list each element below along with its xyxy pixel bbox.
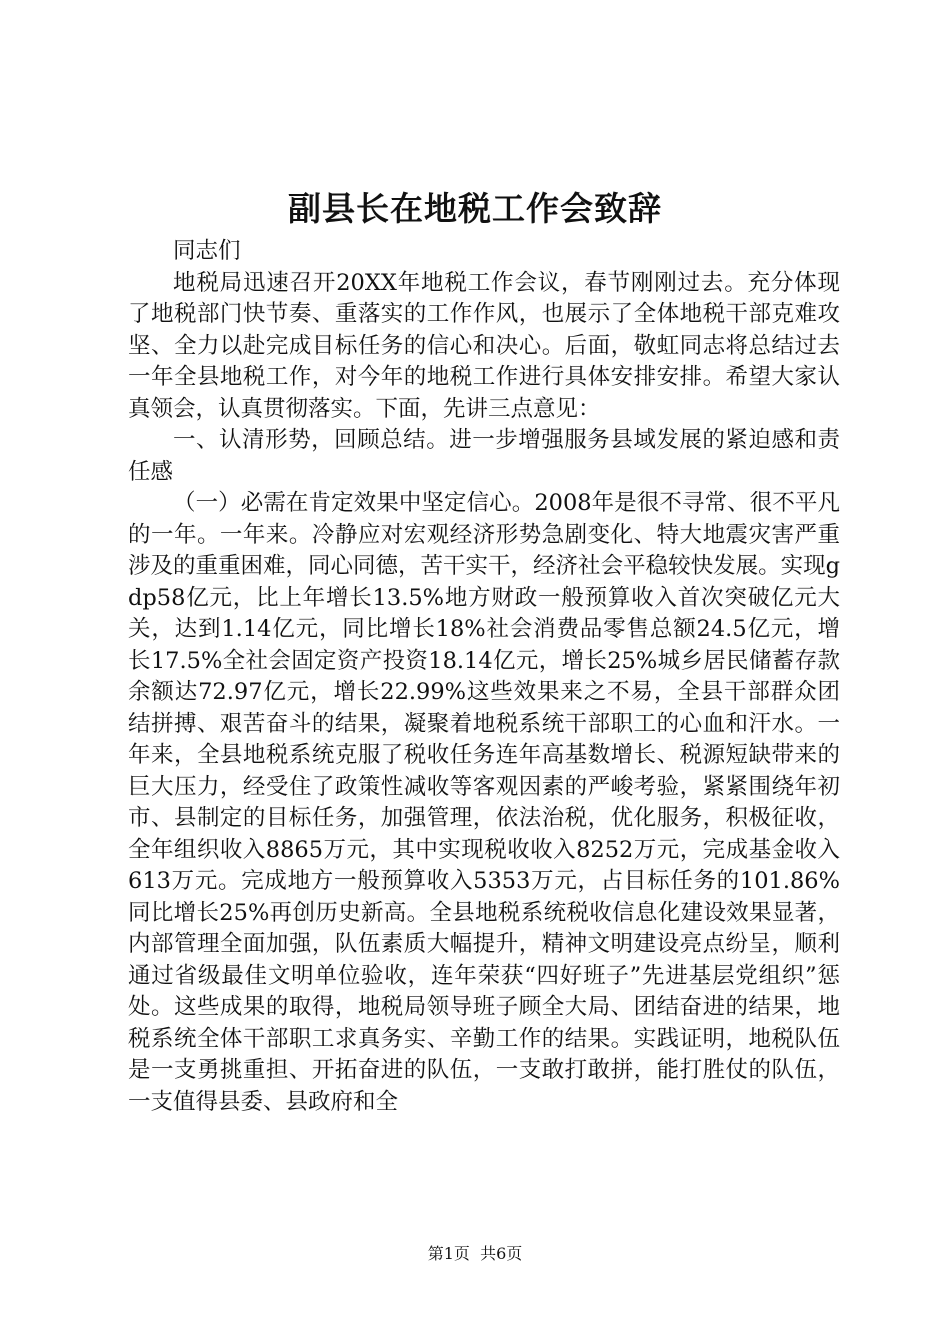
document-title: 副县长在地税工作会致辞 bbox=[288, 189, 662, 228]
document-body bbox=[128, 236, 840, 1118]
salutation: 同志们 bbox=[173, 238, 241, 264]
body-paragraph: 地税局迅速召开20XX年地税工作会议，春节刚刚过去。充分体现了地税部门快节奏、重落实的工作作风，也展示了全体地税干部克难攻坚、全力以赴完成目标任务的信心和决心。后面，敬虹同志将总结过去一年全县地税工作，对今年的地税工作进行具体安排安排。希望大家认真领会，认真贯彻落实。下面，先讲三点意见： bbox=[128, 269, 840, 422]
body-paragraph: （一）必需在肯定效果中坚定信心。2008年是很不寻常、很不平凡的一年。一年来。冷静应对宏观经济形势急剧变化、特大地震灾害严重涉及的重重困难，同心同德，苦干实干，经济社会平稳较快发展。实现gdp58亿元，比上年增长13.5%地方财政一般预算收入首次突破亿元大关，达到1.14亿元，同比增长18%社会消费品零售总额24.5亿元，增长17.5%全社会固定资产投资18.14亿元，增长25%城乡居民储蓄存款余额达72.97亿元，增长22.99%这些效果来之不易，全县干部群众团结拼搏、艰苦奋斗的结果，凝聚着地税系统干部职工的心血和汗水。一年来，全县地税系统克服了税收任务连年高基数增长、税源短缺带来的巨大压力，经受住了政策性减收等客观因素的严峻考验，紧紧围绕年初市、县制定的目标任务，加强管理，依法治税，优化服务，积极征收，全年组织收入8865万元，其中实现税收收入8252万元，完成基金收入613万元。完成地方一般预算收入5353万元，占目标任务的101.86%同比增长25%再创历史新高。全县地税系统税收信息化建设效果显著，内部管理全面加强，队伍素质大幅提升，精神文明建设亮点纷呈，顺利通过省级最佳文明单位验收，连年荣获“四好班子”先进基层党组织”惩处。这些成果的取得，地税局领导班子顾全大局、团结奋进的结果，地税系统全体干部职工求真务实、辛勤工作的结果。实践证明，地税队伍是一支勇挑重担、开拓奋进的队伍，一支敢打敢拼，能打胜仗的队伍，一支值得县委、县政府和全 bbox=[128, 490, 840, 1115]
section-heading: 一、认清形势，回顾总结。进一步增强服务县域发展的紧迫感和责任感 bbox=[128, 427, 840, 485]
page-footer: 第1页 共6页 bbox=[427, 1244, 523, 1263]
